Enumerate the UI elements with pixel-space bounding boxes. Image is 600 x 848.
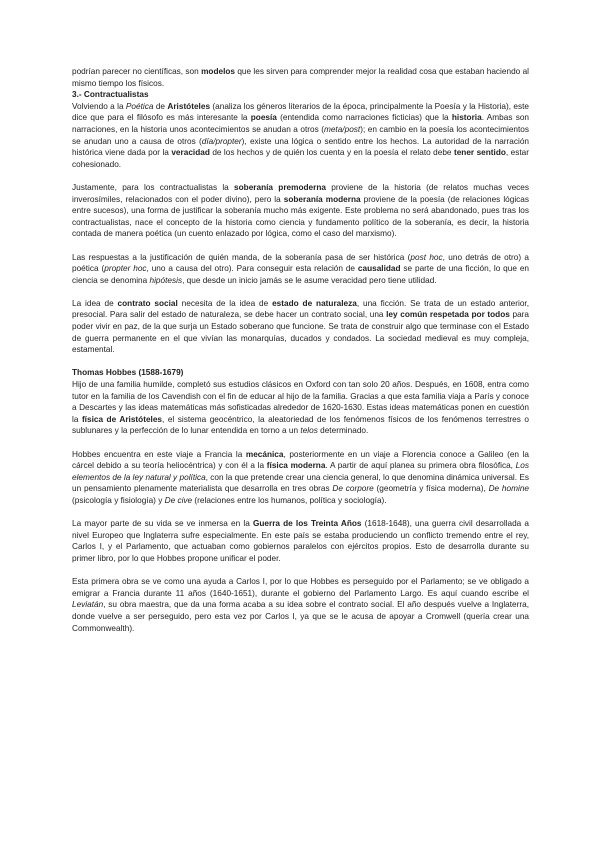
paragraph-gap [72, 240, 529, 252]
bold-term: Aristóteles [167, 101, 211, 111]
text-run: Justamente, para los contractualistas la [72, 182, 235, 192]
bold-term: poesía [250, 113, 277, 123]
text-run: (entendida como narraciones ficticias) que la [276, 113, 452, 123]
paragraph-leviatan [72, 576, 529, 634]
text-run: , posteriormente en un viaje a Florencia conoce a Galileo (en la cárcel debido a su teoría heliocéntrica) y con él a la [72, 449, 529, 471]
paragraph-gap [72, 507, 529, 519]
text-run: de los hechos y de quién los cuenta y en la poesía el relato debe [209, 148, 454, 158]
text-run: , el sistema geocéntrico, la aleatoriedad de los fenómenos físicos de los fenómenos terrestres o sublunares y la perfección de lo lunar entendida en torno a un [72, 414, 529, 436]
text-run: , su obra maestra, que da una forma acaba a su idea sobre el contrato social. El año después vuelve a Inglaterra, donde vuelve a ser perseguido, pero esta vez por Carlos I, ya que se le acusa de apoyar a Cromwell (quería crear una Commonwealth). [72, 600, 529, 633]
italic-term: Leviatán [72, 600, 104, 610]
text-run: que les sirven para comprender mejor la realidad cosa que estaban haciendo al mismo tiempo los físicos. [72, 67, 529, 88]
text-run: . Ambas son narraciones, en la historia unos acontecimientos se anudan a otros ( [72, 113, 530, 134]
text-run: , una ficción. Se trata de un estado anterior, presocial. Para salir del estado de naturaleza, se debe hacer un contrato social, una [72, 298, 530, 320]
paragraph-mecanica [72, 449, 529, 507]
text-run: Esta primera obra se ve como una ayuda a Carlos I, por lo que Hobbes es perseguido por el Parlamento; se ve obligado a emigrar a Francia durante 11 años (1640-1651), durante el gobierno del Parlamento Largo. Es aquí cuando escribe el [72, 577, 529, 598]
paragraph-respuestas [72, 252, 529, 287]
text-run: proviene de la poesía (de relaciones lógicas entre sucesos), una forma de justificar la soberanía mucho más exigente. Este problema no será abandonado, pues tras los contractualistas, nace el concepto de la historia como ciencia y fundamento político de la soberanía, es decir, la historia contada de manera poética (un cuento enlazado por lógica, como el caso del marxismo). [72, 194, 529, 239]
text-run: Hijo de una familia humilde, completó sus estudios clásicos en Oxford con tan solo 20 años. Después, en 1608, entra como tutor en la familia de los Cavendish con el fin de educar al hijo de la familia. Gracias a que esta familia viaja a París y conoce a Descartes y las ideas matemáticas más sofisticadas alrededor de 1620-1630. Estas ideas matemáticas ponen en cuestión la [72, 380, 529, 424]
text-run: La idea de [72, 298, 118, 308]
paragraph-guerra [72, 518, 529, 564]
section-heading-hobbes: Thomas Hobbes (1588-1679) [72, 368, 184, 378]
bold-term: física de Aristóteles [81, 414, 163, 424]
text-run: , uno detrás de otro) a poética ( [72, 252, 529, 274]
italic-term: meta/post [323, 124, 361, 134]
text-run: Hobbes encuentra en este viaje a Francia la [72, 449, 246, 459]
bold-term: ley común respetada por todos [386, 310, 510, 320]
text-run: determinado. [317, 426, 369, 436]
text-run: Volviendo a la [72, 101, 126, 111]
text-run: necesita de la idea de [177, 298, 273, 308]
text-run: para poder vivir en paz, de la que surja un Estado soberano que funcione. Se trata de construir algo que terminase con el Estado de guerra permanente en el que vivían las monarquías, ducados y condados. La sociedad medieval es muy compleja, estamental. [72, 310, 529, 355]
italic-term: De corpore [332, 484, 374, 494]
paragraph-gap [72, 565, 529, 577]
text-run: podrían parecer no científicas, son [72, 67, 202, 76]
text-run: (analiza los géneros literarios de la época, principalmente la Poesía y la Historia), este dice que para el filósofo es más interesante la [72, 101, 529, 123]
bold-term: contrato social [117, 298, 178, 308]
italic-term: Poética [125, 101, 154, 111]
section-heading-contractualistas: 3.- Contractualistas [72, 90, 149, 100]
text-run: Las respuestas a la justificación de quién manda, de la soberanía pasa de ser histórica ( [72, 252, 411, 262]
text-run: ); en cambio en la poesía los acontecimientos se anudan uno a causa de otros ( [72, 124, 530, 146]
text-run: . A partir de aquí planea su primera obra filosófica, [325, 461, 516, 471]
paragraph-contrato-social [72, 298, 529, 356]
italic-term: Los elementos de la ley natural y política [72, 461, 529, 482]
italic-term: hipótesis [149, 275, 183, 285]
bold-term: soberanía premoderna [234, 182, 326, 192]
italic-term: De cive [164, 495, 193, 505]
paragraph-hobbes-bio [72, 379, 529, 437]
italic-term: día/propter [201, 136, 242, 146]
text-run: (psicología y fisiología) y [72, 495, 165, 505]
bold-term: causalidad [357, 264, 401, 274]
paragraph-intro [72, 66, 529, 89]
bold-term: soberanía moderna [283, 194, 361, 204]
italic-term: telos [300, 426, 318, 436]
paragraph-gap [72, 437, 529, 449]
paragraph-gap [72, 170, 529, 182]
paragraph-poetica [72, 101, 529, 171]
italic-term: post hoc [410, 252, 443, 262]
paragraph-gap [72, 356, 529, 368]
text-run: de [153, 101, 168, 111]
italic-term: De homine [488, 484, 529, 494]
text-run: , que desde un inicio jamás se le asume veracidad pero tiene utilidad. [182, 275, 437, 285]
text-run: , estar cohesionado. [72, 148, 529, 169]
text-run: (geometría y física moderna), [373, 484, 489, 494]
italic-term: propter hoc [104, 264, 147, 274]
text-run: (1618-1648), una guerra civil desarrollada a nivel Europeo que Inglaterra sufre especialmente. En este país se estaba produciendo un conflicto tremendo entre el rey, Carlos I, y el Parlamento, que actuaban como gobiernos paralelos con ejércitos propios. Esto de desarrolla durante su primer libro, por lo que Hobbes propone unificar el poder. [72, 519, 529, 563]
bold-term: veracidad [171, 148, 210, 158]
paragraph-gap [72, 286, 529, 298]
bold-term: física moderna [266, 461, 326, 471]
bold-term: modelos [201, 67, 235, 76]
text-run: La mayor parte de su vida se ve inmersa en la [72, 519, 253, 529]
bold-term: tener sentido [453, 148, 506, 158]
text-run: ), existe una lógica o sentido entre los hechos. La autoridad de la narración histórica viene dada por la [72, 136, 530, 158]
text-run: , con la que pretende crear una ciencia general, lo que denomina dinámica universal. Es un pensamiento plenamente materialista que desarrolla en tres obras [72, 472, 529, 494]
bold-term: mecánica [245, 449, 284, 459]
paragraph-soberania [72, 182, 529, 240]
text-run: se parte de una ficción, lo que en ciencia se denomina [72, 264, 529, 285]
bold-term: estado de naturaleza [272, 298, 357, 308]
bold-term: historia [451, 113, 482, 123]
bold-term: Guerra de los Treinta Años [252, 519, 362, 529]
text-run: , uno a causa del otro). Para conseguir esta relación de [146, 264, 358, 274]
text-run: proviene de la historia (de relatos muchas veces inverosímiles, relacionados con el poder divino), pero la [72, 182, 530, 204]
text-run: (relaciones entre los humanos, política y sociología). [192, 495, 387, 505]
